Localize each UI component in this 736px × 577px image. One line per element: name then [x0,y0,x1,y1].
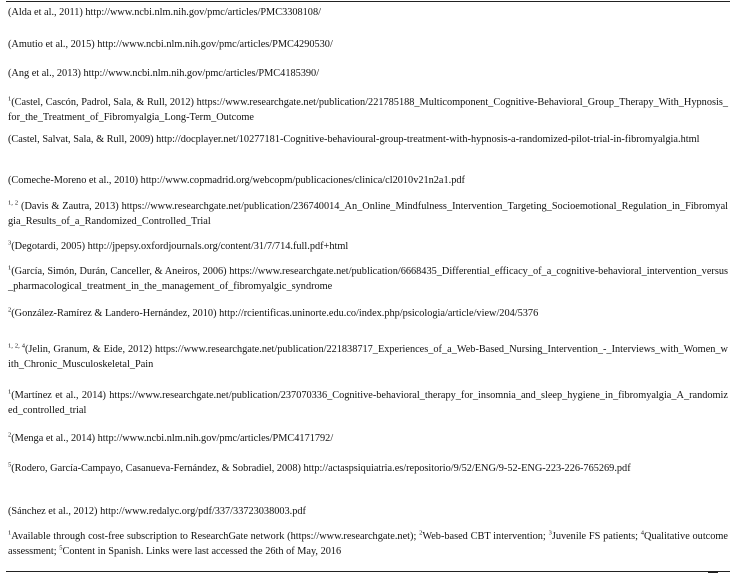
reference-item [8,200,728,229]
footnote-text: Content in Spanish. Links were last accessed the 26th of May, 2016 [62,545,342,557]
reference-text: (Ang et al., 2013) http://www.ncbi.nlm.nih.gov/pmc/articles/PMC4185390/ [8,68,320,79]
reference-text: (Menga et al., 2014) http://www.ncbi.nlm.nih.gov/pmc/articles/PMC4171792/ [11,433,334,444]
footnote-text: Qualitative outcome assessment; [8,531,728,557]
reference-superscript: 1 [8,264,12,272]
reference-item [8,6,728,21]
reference-text: (Amutio et al., 2015) http://www.ncbi.nlm.nih.gov/pmc/articles/PMC4290530/ [8,39,333,50]
reference-text: (García, Simón, Durán, Canceller, & Aneiros, 2006) https://www.researchgate.net/publication/6668435_Differential_efficacy_of_a_cognitive-behavioral_intervention_versus_pharmacological_treatment_in_the_management_of_fibromyalgic_syndrome [8,266,728,292]
footnote [8,530,728,559]
reference-item [8,174,728,189]
reference-item [8,265,728,294]
reference-text: (Comeche-Moreno et al., 2010) http://www.copmadrid.org/webcopm/publicaciones/clinica/cl2010v21n2a1.pdf [8,175,465,186]
reference-item [8,96,728,125]
reference-item [8,505,728,520]
reference-text: (González-Ramírez & Landero-Hernández, 2010) http://rcientificas.uninorte.edu.co/index.php/psicologia/article/view/204/5376 [11,308,539,319]
reference-superscript: 5 [8,461,12,469]
footnote-text: Web-based CBT intervention; [422,531,549,542]
reference-item [8,240,728,255]
footnote-superscript: 4 [640,529,645,537]
reference-superscript: 1 [8,388,12,396]
reference-item [8,432,728,447]
footnote-text: Available through cost-free subscription to ResearchGate network (https://www.researchgate.net); [11,531,420,542]
reference-superscript: 1 [8,95,12,103]
reference-superscript: 2 [8,431,12,439]
reference-item [8,307,728,322]
reference-superscript: 1, 2 [8,199,19,207]
footnote-superscript: 1 [8,529,12,537]
footnote-superscript: 2 [419,529,423,537]
bottom-rule-tail [708,572,718,573]
reference-text: (Rodero, García-Campayo, Casanueva-Fernández, & Sobradiel, 2008) http://actaspsiquiatria.es/repositorio/9/52/ENG/9-52-ENG-223-226-765269.pdf [11,463,631,474]
reference-item [8,133,728,148]
reference-item [8,343,728,372]
reference-item [8,38,728,53]
reference-text: (Jelin, Granum, & Eide, 2012) https://www.researchgate.net/publication/221838717_Experiences_of_a_Web-Based_Nursing_Intervention_-_Interviews_with_Women_with_Chronic_Musculoskeletal_Pain [8,344,728,370]
reference-text: (Alda et al., 2011) http://www.ncbi.nlm.nih.gov/pmc/articles/PMC3308108/ [8,7,321,18]
reference-item [8,389,728,418]
bottom-rule [6,571,730,572]
reference-text: (Castel, Cascón, Padrol, Sala, & Rull, 2012) https://www.researchgate.net/publication/221785188_Multicomponent_Cognitive-Behavioral_Group_Therapy_With_Hypnosis_for_the_Treatment_of_Fibromyalgia_Long-Term_Outcome [8,97,728,123]
top-rule [6,1,730,2]
reference-text: (Martínez et al., 2014) https://www.researchgate.net/publication/237070336_Cognitive-behavioral_therapy_for_insomnia_and_sleep_hygiene_in_fibromyalgia_A_randomized_controlled_trial [8,390,728,416]
footnote-superscript: 3 [548,529,552,537]
reference-superscript: 3 [8,239,12,247]
footnote-text: Juvenile FS patients; [551,531,641,542]
reference-item [8,462,728,477]
footnote-superscript: 5 [59,544,63,552]
reference-text: (Castel, Salvat, Sala, & Rull, 2009) http://docplayer.net/10277181-Cognitive-behavioural-group-treatment-with-hypnosis-a-randomized-pilot-trial-in-fibromyalgia.html [8,134,700,145]
reference-item [8,67,728,82]
reference-text: (Davis & Zautra, 2013) https://www.researchgate.net/publication/236740014_An_Online_Mindfulness_Intervention_Targeting_Socioemotional_Regulation_in_Fibromyalgia_Results_of_a_Randomized_Controlled_Trial [8,201,729,227]
reference-text: (Sánchez et al., 2012) http://www.redalyc.org/pdf/337/33723038003.pdf [8,506,306,517]
reference-text: (Degotardi, 2005) http://jpepsy.oxfordjournals.org/content/31/7/714.full.pdf+html [11,241,349,252]
reference-superscript: 1, 2, 4 [8,342,25,350]
reference-superscript: 2 [8,306,12,314]
